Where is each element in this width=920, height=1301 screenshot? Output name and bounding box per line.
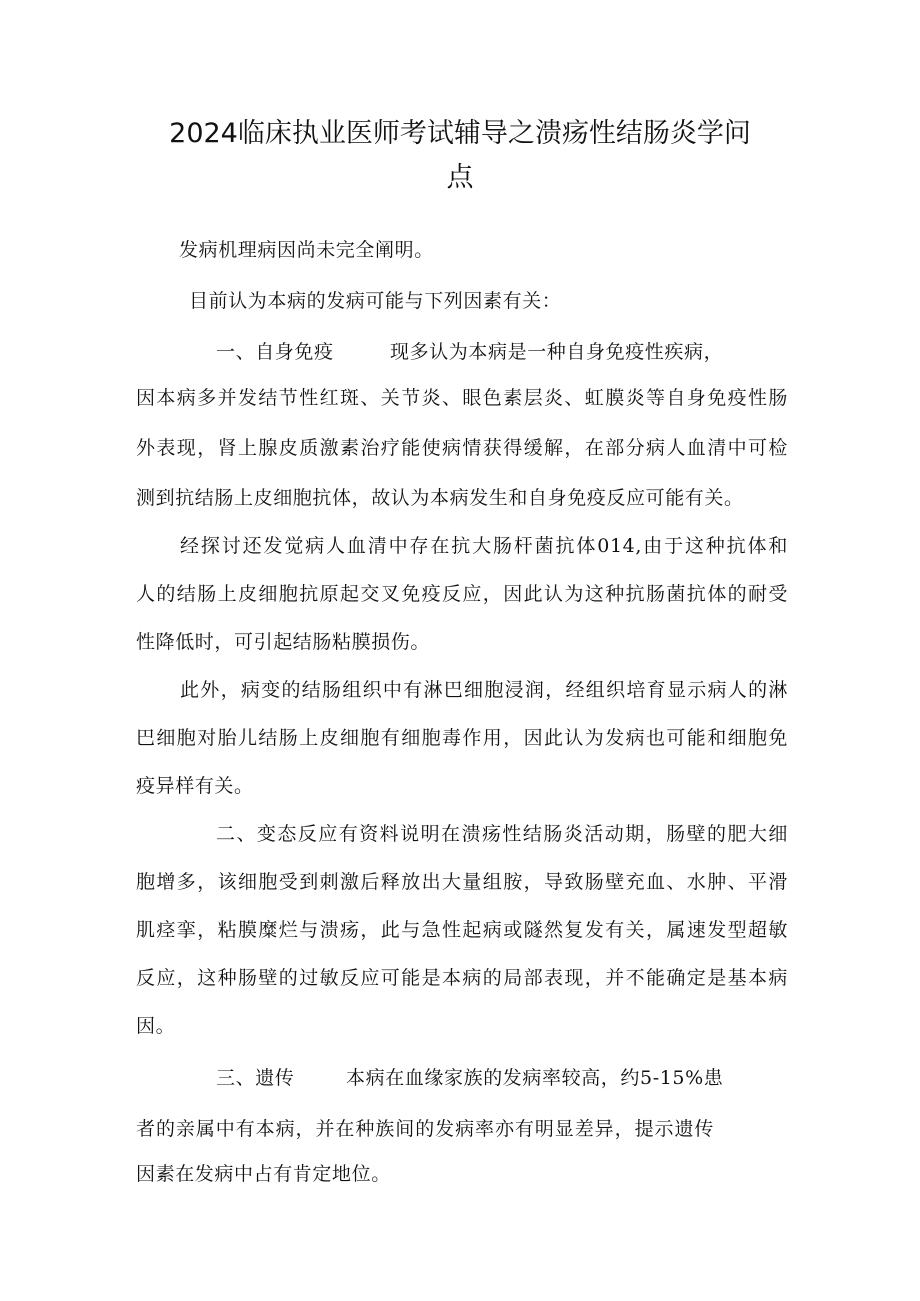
section-2-line: 因。 bbox=[136, 1015, 176, 1037]
paragraph-2-line: 性降低时，可引起结肠粘膜损伤。 bbox=[136, 631, 431, 653]
paragraph-3-line: 此外，病变的结肠组织中有淋巴细胞浸润，经组织培育显示病人的淋 bbox=[180, 679, 788, 701]
section-2-line: 胞增多，该细胞受到刺激后释放出大量组胺，导致肠壁充血、水肿、平滑 bbox=[136, 871, 788, 893]
section-2-line: 二、变态反应有资料说明在溃疡性结肠炎活动期，肠壁的肥大细 bbox=[216, 823, 788, 845]
section-2-line: 反应，这种肠壁的过敏反应可能是本病的局部表现，并不能确定是基本病 bbox=[136, 967, 788, 989]
section-3-first-line: 本病在血缘家族的发病率较高，约5-15%患 bbox=[346, 1067, 724, 1089]
paragraph-3-line: 巴细胞对胎儿结肠上皮细胞有细胞毒作用，因此认为发病也可能和细胞免 bbox=[136, 727, 788, 749]
section-1-line: 因本病多并发结节性红斑、关节炎、眼色素层炎、虹膜炎等自身免疫性肠 bbox=[136, 387, 788, 409]
section-1-line: 测到抗结肠上皮细胞抗体，故认为本病发生和自身免疫反应可能有关。 bbox=[136, 487, 744, 509]
paragraph-2-line: 经探讨还发觉病人血清中存在抗大肠杆菌抗体014,由于这种抗体和 bbox=[180, 535, 788, 557]
paragraph-2-line: 人的结肠上皮细胞抗原起交叉免疫反应，因此认为这种抗肠菌抗体的耐受 bbox=[136, 583, 788, 605]
section-1-first-line: 现多认为本病是一种自身免疫性疾病， bbox=[390, 341, 724, 363]
section-3-line: 因素在发病中占有肯定地位。 bbox=[136, 1163, 391, 1185]
page-title bbox=[150, 112, 770, 200]
title-line-1: 2024临床执业医师考试辅导之溃疡性结肠炎学问 bbox=[169, 118, 751, 149]
section-1-line: 外表现，肾上腺皮质激素治疗能使病情获得缓解，在部分病人血清中可检 bbox=[136, 437, 788, 459]
section-3-line: 者的亲属中有本病，并在种族间的发病率亦有明显差异，提示遗传 bbox=[136, 1118, 714, 1140]
section-1-heading: 一、自身免疫 bbox=[216, 341, 334, 363]
section-2-line: 肌痉挛，粘膜糜烂与溃疡，此与急性起病或隧然复发有关，属速发型超敏 bbox=[136, 919, 788, 941]
intro-paragraph-2: 目前认为本病的发病可能与下列因素有关： bbox=[189, 290, 562, 312]
section-3-heading: 三、遗传 bbox=[216, 1067, 295, 1089]
title-line-2: 点 bbox=[446, 162, 474, 193]
paragraph-3-line: 疫异样有关。 bbox=[136, 775, 254, 797]
intro-paragraph-1: 发病机理病因尚未完全阐明。 bbox=[179, 239, 434, 261]
